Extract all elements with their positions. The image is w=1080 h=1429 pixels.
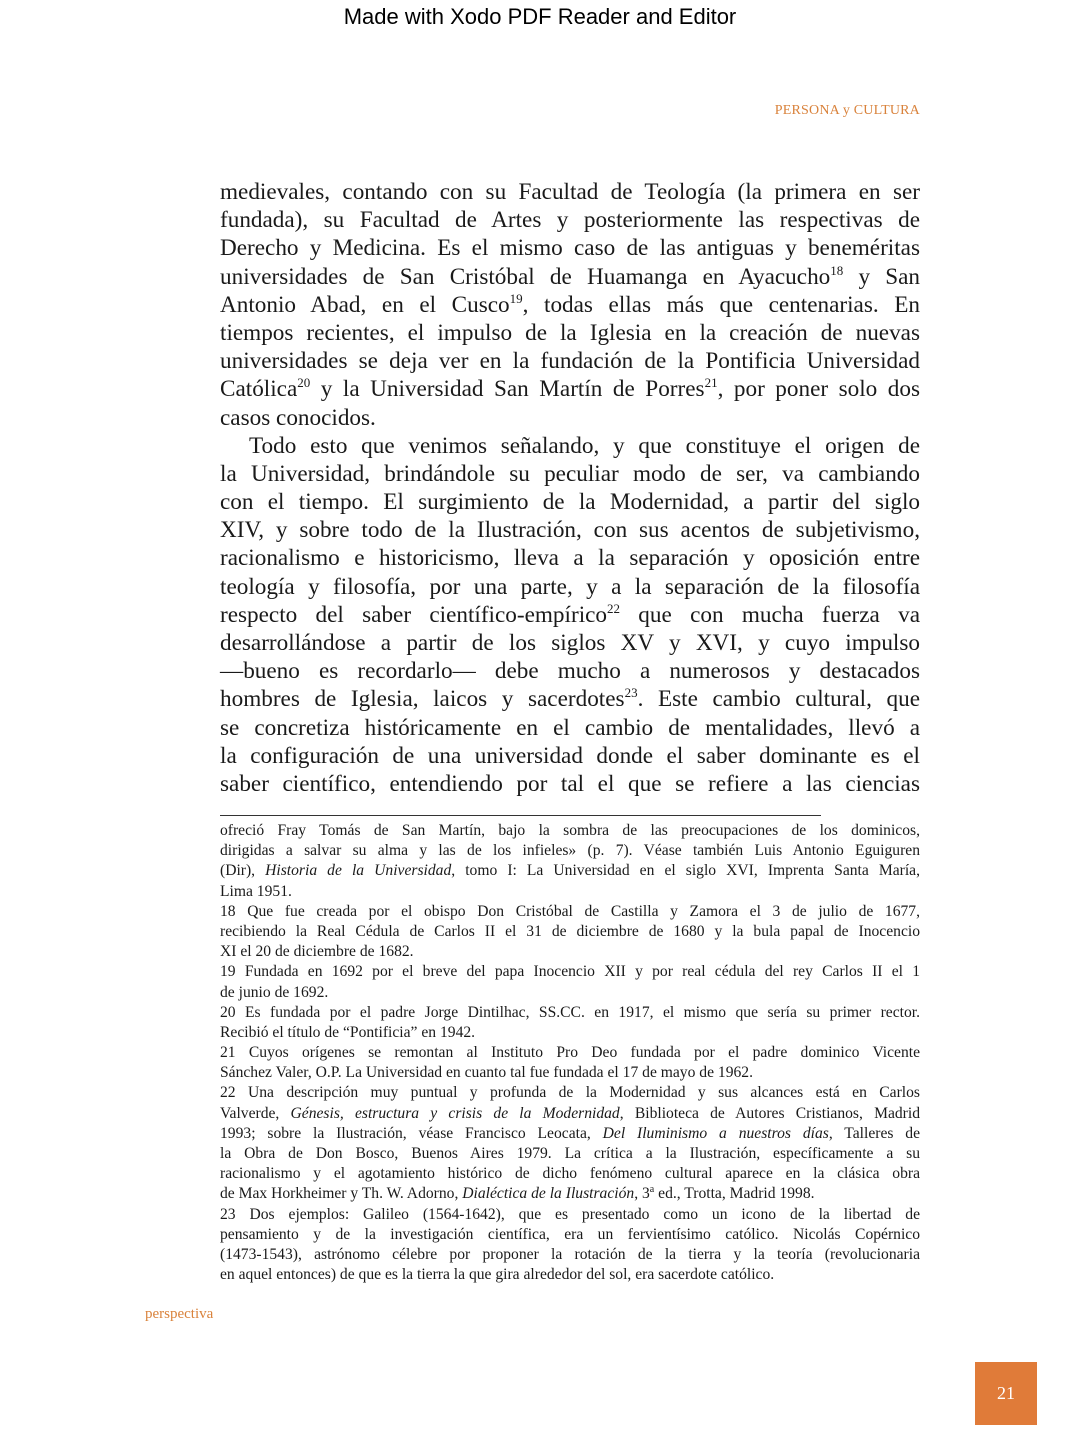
text-run: XI el 20 de diciembre de 1682. bbox=[220, 943, 414, 961]
text-run: la configuración de una universidad donde el saber dominante es el bbox=[220, 742, 920, 769]
text-run: , 3 bbox=[634, 1185, 650, 1203]
footnote-ref: 21 bbox=[704, 375, 718, 391]
text-run: dirigidas a salvar su alma y las de los infieles» (p. 7). Véase también Luis Antonio Eguiguren bbox=[220, 842, 920, 860]
footnote-line bbox=[220, 1144, 920, 1164]
body-line bbox=[220, 544, 920, 572]
footnote-line bbox=[220, 1225, 920, 1245]
text-run: (1473-1543), astrónomo célebre por proponer la rotación de la tierra y la teoría (revolucionaria bbox=[220, 1245, 920, 1263]
text-run: desarrollándose a partir de los siglos XV y XVI, y cuyo impulso bbox=[220, 630, 920, 656]
text-run: —bueno es recordarlo— debe mucho a numerosos y destacados bbox=[220, 658, 920, 685]
text-run: saber científico, entendiendo por tal el que se refiere a las ciencias bbox=[220, 770, 920, 797]
footnote-line bbox=[220, 882, 920, 902]
body-line bbox=[220, 347, 920, 375]
text-run: 1993; sobre la Ilustración, véase Francisco Leocata, bbox=[220, 1124, 603, 1142]
footnote-ref: a bbox=[649, 1184, 655, 1196]
text-run: Valverde, bbox=[220, 1104, 291, 1122]
text-run: Sánchez Valer, O.P. La Universidad en cuanto tal fue fundada el 17 de mayo de 1962. bbox=[220, 1064, 754, 1082]
body-line bbox=[220, 319, 920, 347]
body-line bbox=[220, 375, 920, 403]
text-run: hombres de Iglesia, laicos y sacerdotes bbox=[220, 686, 625, 713]
footnote-line bbox=[220, 1184, 920, 1204]
text-run: casos conocidos. bbox=[220, 404, 376, 431]
footnote-line bbox=[220, 1245, 920, 1265]
body-line bbox=[220, 404, 920, 432]
footnote-line bbox=[220, 821, 920, 841]
text-run: Derecho y Medicina. Es el mismo caso de las antiguas y beneméritas bbox=[220, 235, 920, 262]
text-run: XIV, y sobre todo de la Ilustración, con sus acentos de subjetivismo, bbox=[220, 517, 920, 544]
body-line bbox=[220, 601, 920, 629]
text-run: Lima 1951. bbox=[220, 882, 292, 900]
page-number: 21 bbox=[997, 1383, 1015, 1403]
footnote-ref: 23 bbox=[624, 685, 638, 701]
text-run: pensamiento y de la investigación científica, era un fervientísimo católico. Nicolás Copérnico bbox=[220, 1225, 920, 1243]
journal-name-footer: perspectiva bbox=[145, 1306, 214, 1322]
text-run: , todas ellas más que centenarias. En bbox=[522, 291, 920, 318]
text-run: racionalismo e historicismo, lleva a la separación y oposición entre bbox=[220, 545, 920, 572]
italic-title: Historia de la Universidad bbox=[265, 862, 452, 880]
footnote-line bbox=[220, 861, 920, 881]
text-run: respecto del saber científico-empírico bbox=[220, 601, 608, 628]
text-run: con el tiempo. El surgimiento de la Modernidad, a partir del siglo bbox=[220, 489, 920, 516]
footnote-line bbox=[220, 1104, 920, 1124]
footnote-line bbox=[220, 962, 920, 982]
italic-title: Dialéctica de la Ilustración bbox=[462, 1185, 635, 1203]
footnote-line bbox=[220, 1023, 920, 1043]
text-run: , Biblioteca de Autores Cristianos, Madrid bbox=[619, 1104, 920, 1122]
body-line bbox=[220, 657, 920, 685]
text-run: de junio de 1692. bbox=[220, 983, 329, 1001]
text-run: , por poner solo dos bbox=[717, 376, 920, 403]
body-line bbox=[220, 685, 920, 713]
text-run: de Max Horkheimer y Th. W. Adorno, bbox=[220, 1185, 463, 1203]
footnote-line bbox=[220, 1043, 920, 1063]
watermark-banner: Made with Xodo PDF Reader and Editor bbox=[343, 4, 737, 29]
text-run: . Este cambio cultural, que bbox=[637, 686, 920, 713]
text-run: 22 Una descripción muy puntual y profunda de la Modernidad y sus alcances está en Carlos bbox=[220, 1084, 920, 1102]
body-line bbox=[220, 488, 920, 516]
body-line bbox=[220, 178, 920, 206]
italic-title: Del Iluminismo a nuestros días bbox=[602, 1124, 829, 1142]
text-run: fundada), su Facultad de Artes y posteriormente las respectivas de bbox=[220, 207, 920, 234]
text-run: medievales, contando con su Facultad de Teología (la primera en ser bbox=[220, 179, 920, 205]
footnote-line bbox=[220, 922, 920, 942]
body-line bbox=[220, 234, 920, 262]
text-run: ofreció Fray Tomás de San Martín, bajo la sombra de las preocupaciones de los dominicos, bbox=[220, 822, 920, 839]
text-run: 20 Es fundada por el padre Jorge Dintilhac, SS.CC. en 1917, el mismo que sería su primer rector. bbox=[220, 1003, 920, 1021]
body-line bbox=[220, 573, 920, 601]
text-run: universidades se deja ver en la fundación de la Pontificia Universidad bbox=[220, 348, 920, 375]
text-run: Todo esto que venimos señalando, y que constituye el origen de bbox=[249, 432, 920, 459]
footnote-line bbox=[220, 902, 920, 922]
text-run: Antonio Abad, en el Cusco bbox=[220, 291, 510, 318]
body-line bbox=[220, 629, 920, 657]
text-run: , tomo I: La Universidad en el siglo XVI, Imprenta Santa María, bbox=[451, 862, 920, 880]
footnote-line bbox=[220, 1265, 920, 1285]
text-run: tiempos recientes, el impulso de la Iglesia en la creación de nuevas bbox=[220, 319, 920, 346]
text-run: 18 Que fue creada por el obispo Don Cristóbal de Castilla y Zamora el 3 de julio de 1677, bbox=[220, 902, 920, 920]
body-line bbox=[220, 516, 920, 544]
text-run: teología y filosofía, por una parte, y a la separación de la filosofía bbox=[220, 573, 920, 600]
footnote-line bbox=[220, 1063, 920, 1083]
italic-title: Génesis, estructura y crisis de la Modernidad bbox=[290, 1104, 620, 1122]
footnote-line bbox=[220, 942, 920, 962]
footnote-separator bbox=[220, 815, 821, 816]
text-run: 19 Fundada en 1692 por el breve del papa Inocencio XII y por real cédula del rey Carlos II el 1 bbox=[220, 963, 920, 981]
body-line bbox=[220, 291, 920, 319]
footnotes bbox=[220, 821, 920, 1285]
footnote-line bbox=[220, 1124, 920, 1144]
text-run: racionalismo y el agotamiento histórico de dicho fenómeno cultural aparece en la clásica obra bbox=[220, 1165, 920, 1183]
footnote-ref: 18 bbox=[830, 262, 844, 278]
text-run: recibiendo la Real Cédula de Carlos II el 31 de diciembre de 1680 y la bula papal de Inocencio bbox=[220, 922, 920, 940]
text-run: Recibió el título de “Pontificia” en 1942. bbox=[220, 1023, 476, 1041]
footnote-line bbox=[220, 1164, 920, 1184]
body-line bbox=[220, 714, 920, 742]
footnote-line bbox=[220, 1083, 920, 1103]
body-line bbox=[220, 742, 920, 770]
footnote-line bbox=[220, 983, 920, 1003]
running-head: PERSONA y CULTURA bbox=[774, 103, 920, 118]
footnote-line bbox=[220, 1003, 920, 1023]
footnote-line bbox=[220, 841, 920, 861]
footnote-line bbox=[220, 1205, 920, 1225]
text-run: (Dir), bbox=[220, 862, 266, 880]
text-run: se concretiza históricamente en el cambio de mentalidades, llevó a bbox=[220, 714, 920, 741]
text-run: 21 Cuyos orígenes se remontan al Instituto Pro Deo fundada por el padre dominico Vicente bbox=[220, 1044, 920, 1062]
footnote-ref: 19 bbox=[509, 290, 523, 306]
footnote-ref: 22 bbox=[607, 600, 621, 616]
text-run: y la Universidad San Martín de Porres bbox=[310, 376, 705, 403]
text-run: ed., Trotta, Madrid 1998. bbox=[654, 1185, 815, 1203]
page-number-box bbox=[975, 1362, 1037, 1425]
body-line bbox=[220, 460, 920, 488]
body-line bbox=[220, 770, 920, 798]
text-run: y San bbox=[843, 263, 921, 290]
body-line bbox=[220, 263, 920, 291]
body-line bbox=[220, 432, 920, 460]
body-line bbox=[220, 206, 920, 234]
text-run: , Talleres de bbox=[828, 1124, 921, 1142]
text-run: universidades de San Cristóbal de Huamanga en Ayacucho bbox=[220, 263, 831, 290]
body-text bbox=[220, 178, 920, 798]
text-run: la Obra de Don Bosco, Buenos Aires 1979. La crítica a la Ilustración, específicamente a su bbox=[220, 1145, 920, 1162]
text-run: 23 Dos ejemplos: Galileo (1564-1642), que es presentado como un icono de la libertad de bbox=[220, 1205, 920, 1223]
text-run: la Universidad, brindándole su peculiar modo de ser, va cambiando bbox=[220, 460, 920, 487]
text-run: Católica bbox=[220, 376, 298, 403]
text-run: que con mucha fuerza va bbox=[620, 601, 920, 628]
footnote-ref: 20 bbox=[297, 375, 311, 391]
text-run: en aquel entonces) de que es la tierra la que gira alrededor del sol, era sacerdote católico. bbox=[220, 1266, 775, 1284]
